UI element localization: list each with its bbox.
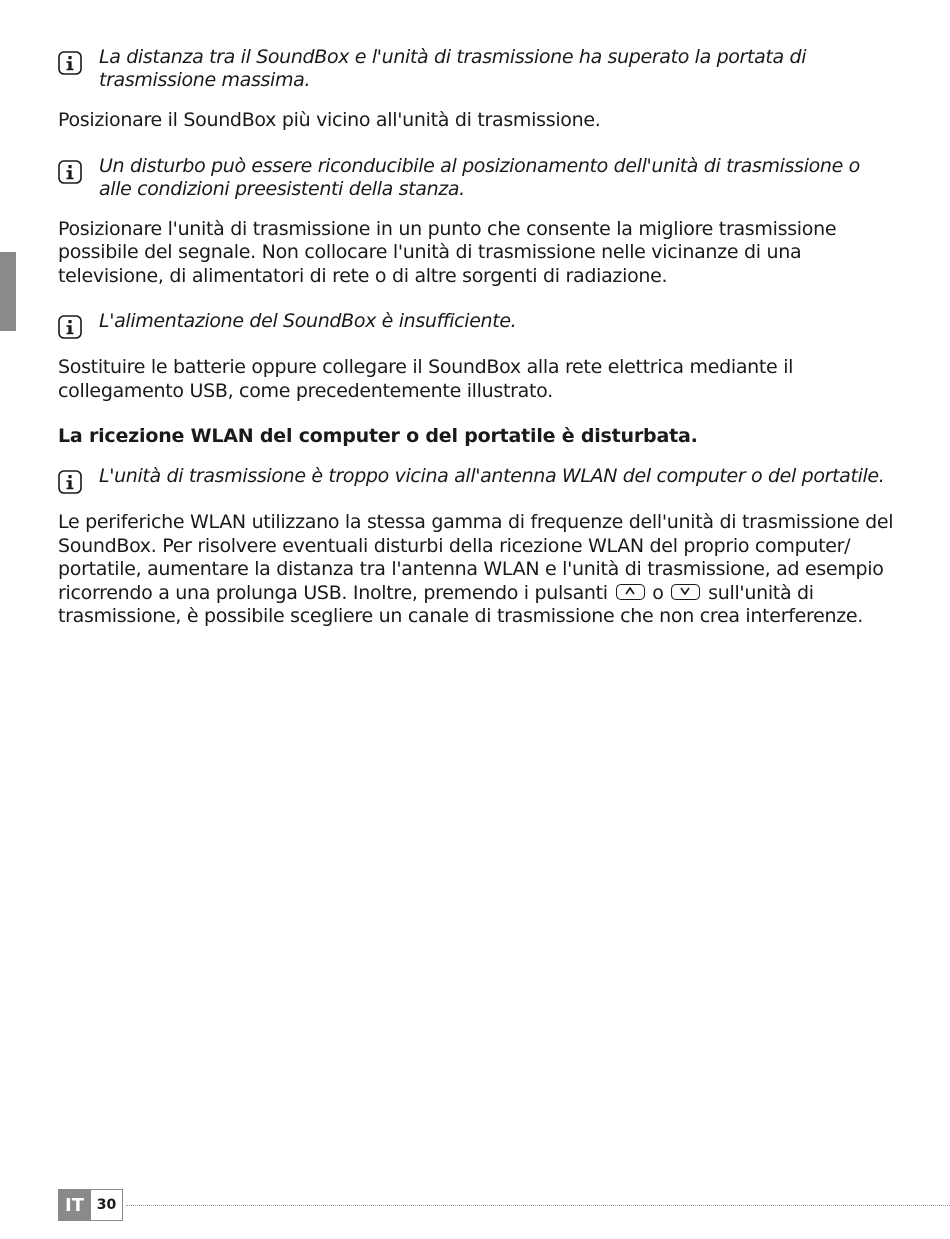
body-paragraph [58,511,898,629]
note-text: Un disturbo può essere riconducibile al posizionamento dell'unità di trasmissione o alle condizioni preesistenti della stanza. [99,154,860,200]
info-icon [58,315,82,339]
up-arrow-key-icon [616,584,645,600]
note-text: L'unità di trasmissione è troppo vicina all'antenna WLAN del computer o del portatile. [99,465,885,487]
body-paragraph: Posizionare il SoundBox più vicino all'unità di trasmissione. [58,109,601,131]
note-text: La distanza tra il SoundBox e l'unità di trasmissione ha superato la portata di trasmissione massima. [99,46,807,91]
page-footer [58,1189,123,1221]
paragraph-text: sull'unità di trasmissione, è possibile scegliere un canale di trasmissione che non crea interferenze. [58,581,864,627]
info-note [58,155,898,201]
down-arrow-key-icon [671,584,700,600]
paragraph-text: o [652,581,664,604]
note-text: L'alimentazione del SoundBox è insufficiente. [99,310,517,332]
section-side-tab [0,252,16,331]
page-number: 30 [91,1189,123,1221]
info-note [58,46,898,92]
body-paragraph: Posizionare l'unità di trasmissione in un punto che consente la migliore trasmissione possibile del segnale. Non collocare l'unità di trasmissione nelle vicinanze di una televisione, di alimentatori di rete o di altre sorgenti di radiazione. [58,217,837,287]
paragraph-text: Le periferiche WLAN utilizzano la stessa gamma di frequenze dell'unità di trasmissione del SoundBox. Per risolvere eventuali disturbi della ricezione WLAN del proprio computer/ portatile, aumentare la distanza tra l'antenna WLAN e l'unità di trasmissione, ad esempio ricorrendo a una prolunga USB. Inoltre, premendo i pulsanti [58,511,894,604]
footer-dotted-rule [126,1205,950,1206]
info-icon [58,160,82,184]
section-heading: La ricezione WLAN del computer o del portatile è disturbata. [58,425,698,447]
language-label: IT [58,1189,91,1221]
info-note [58,310,898,339]
info-icon [58,470,82,494]
manual-page-content [58,46,898,651]
info-icon [58,51,82,75]
info-note [58,465,898,494]
body-paragraph: Sostituire le batterie oppure collegare il SoundBox alla rete elettrica mediante il collegamento USB, come precedentemente illustrato. [58,356,794,402]
